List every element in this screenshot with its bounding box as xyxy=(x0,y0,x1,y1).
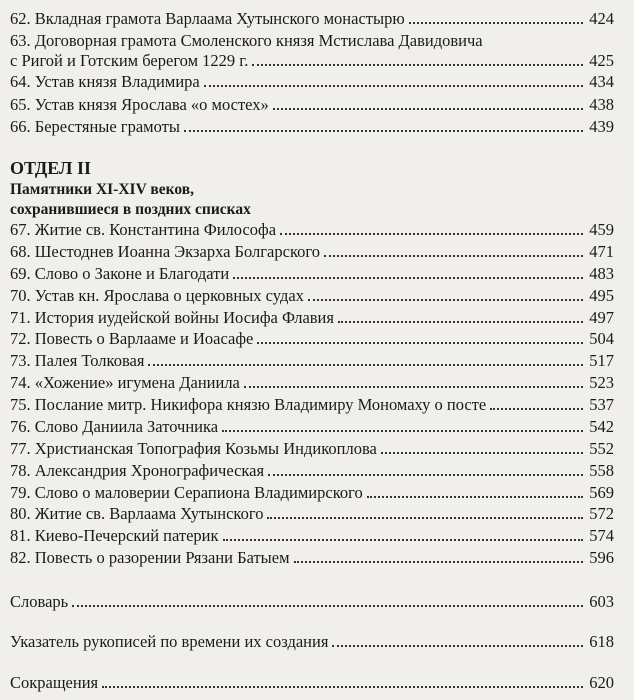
entry-title: с Ригой и Готским берегом 1229 г. xyxy=(10,51,249,70)
entry-title: 69. Слово о Законе и Благодати xyxy=(10,264,230,283)
page-number: 542 xyxy=(589,417,614,436)
page-number: 471 xyxy=(589,242,614,261)
page-number: 618 xyxy=(589,632,614,651)
page-number: 483 xyxy=(589,264,614,283)
toc-entry xyxy=(10,308,614,328)
toc-entry xyxy=(10,220,614,240)
entry-title: 65. Устав князя Ярослава «о мостех» xyxy=(10,95,269,114)
dot-leader xyxy=(273,108,583,110)
dot-leader xyxy=(409,22,584,24)
dot-leader xyxy=(332,645,583,647)
toc-entry xyxy=(10,483,614,503)
dot-leader xyxy=(252,64,583,66)
page-number: 574 xyxy=(589,526,614,545)
page-number: 459 xyxy=(589,220,614,239)
toc-entry xyxy=(10,329,614,349)
toc-entry xyxy=(10,592,614,612)
toc-entry xyxy=(10,673,614,693)
entry-title: 72. Повесть о Варлааме и Иоасафе xyxy=(10,329,254,348)
dot-leader xyxy=(294,561,584,563)
section-subheading-line1: Памятники XI-XIV веков, xyxy=(10,181,194,198)
entry-title: Словарь xyxy=(10,592,69,611)
dot-leader xyxy=(267,517,583,519)
page-number: 552 xyxy=(589,439,614,458)
dot-leader xyxy=(184,130,583,132)
toc-entry xyxy=(10,242,614,262)
dot-leader xyxy=(204,85,584,87)
dot-leader xyxy=(223,539,584,541)
toc-entry xyxy=(10,286,614,306)
page-number: 434 xyxy=(589,72,614,91)
toc-entry xyxy=(10,395,614,415)
page-number: 439 xyxy=(589,117,614,136)
page-number: 572 xyxy=(589,504,614,523)
page-number: 497 xyxy=(589,308,614,327)
toc-entry xyxy=(10,439,614,459)
toc-entry xyxy=(10,373,614,393)
toc-entry xyxy=(10,9,614,29)
dot-leader xyxy=(257,342,583,344)
toc-entry xyxy=(10,526,614,546)
entry-title: Указатель рукописей по времени их создания xyxy=(10,632,329,651)
dot-leader xyxy=(222,430,583,432)
entry-title: 82. Повесть о разорении Рязани Батыем xyxy=(10,548,290,567)
toc-entry xyxy=(10,548,614,568)
section-heading: ОТДЕЛ II xyxy=(10,158,91,178)
entry-title: Сокращения xyxy=(10,673,99,692)
dot-leader xyxy=(72,605,583,607)
page-number: 495 xyxy=(589,286,614,305)
toc-entry xyxy=(10,95,614,115)
entry-title: 76. Слово Даниила Заточника xyxy=(10,417,219,436)
dot-leader xyxy=(324,255,583,257)
dot-leader xyxy=(490,408,583,410)
page-number: 438 xyxy=(589,95,614,114)
toc-entry xyxy=(10,264,614,284)
entry-title: 66. Берестяные грамоты xyxy=(10,117,180,136)
entry-title: 74. «Хожение» игумена Даниила xyxy=(10,373,240,392)
toc-entry xyxy=(10,51,614,71)
dot-leader xyxy=(148,364,583,366)
entry-title: 75. Послание митр. Никифора князю Владимиру Мономаху о посте xyxy=(10,395,487,414)
section-subheading-line2: сохранившиеся в поздних списках xyxy=(10,201,251,218)
toc-entry xyxy=(10,461,614,481)
page-number: 596 xyxy=(589,548,614,567)
toc-entry xyxy=(10,504,614,524)
toc-entry xyxy=(10,72,614,92)
entry-title: 71. История иудейской войны Иосифа Флавия xyxy=(10,308,334,327)
page-number: 558 xyxy=(589,461,614,480)
dot-leader xyxy=(367,496,584,498)
dot-leader xyxy=(102,686,583,688)
toc-entry xyxy=(10,351,614,371)
page-number: 424 xyxy=(589,9,614,28)
dot-leader xyxy=(338,321,583,323)
dot-leader xyxy=(268,474,583,476)
dot-leader xyxy=(280,233,583,235)
page-number: 537 xyxy=(589,395,614,414)
entry-title: 68. Шестоднев Иоанна Экзарха Болгарского xyxy=(10,242,320,261)
entry-title-line1: 63. Договорная грамота Смоленского князя Мстислава Давидовича xyxy=(10,31,483,50)
page-number: 620 xyxy=(589,673,614,692)
dot-leader xyxy=(308,299,583,301)
dot-leader xyxy=(381,452,583,454)
entry-title: 81. Киево-Печерский патерик xyxy=(10,526,219,545)
dot-leader xyxy=(244,386,583,388)
entry-title: 73. Палея Толковая xyxy=(10,351,145,370)
entry-title: 67. Житие св. Константина Философа xyxy=(10,220,277,239)
page-number: 569 xyxy=(589,483,614,502)
entry-title: 70. Устав кн. Ярослава о церковных судах xyxy=(10,286,304,305)
entry-title: 79. Слово о маловерии Серапиона Владимирского xyxy=(10,483,363,502)
page-number: 523 xyxy=(589,373,614,392)
page-number: 425 xyxy=(589,51,614,70)
toc-entry xyxy=(10,632,614,652)
page-number: 504 xyxy=(589,329,614,348)
entry-title: 80. Житие св. Варлаама Хутынского xyxy=(10,504,264,523)
entry-title: 77. Христианская Топография Козьмы Индикоплова xyxy=(10,439,377,458)
entry-title: 78. Александрия Хронографическая xyxy=(10,461,265,480)
dot-leader xyxy=(233,277,583,279)
entry-title: 64. Устав князя Владимира xyxy=(10,72,200,91)
page-number: 603 xyxy=(589,592,614,611)
toc-entry xyxy=(10,117,614,137)
entry-title: 62. Вкладная грамота Варлаама Хутынского монастырю xyxy=(10,9,405,28)
toc-entry xyxy=(10,417,614,437)
page-number: 517 xyxy=(589,351,614,370)
